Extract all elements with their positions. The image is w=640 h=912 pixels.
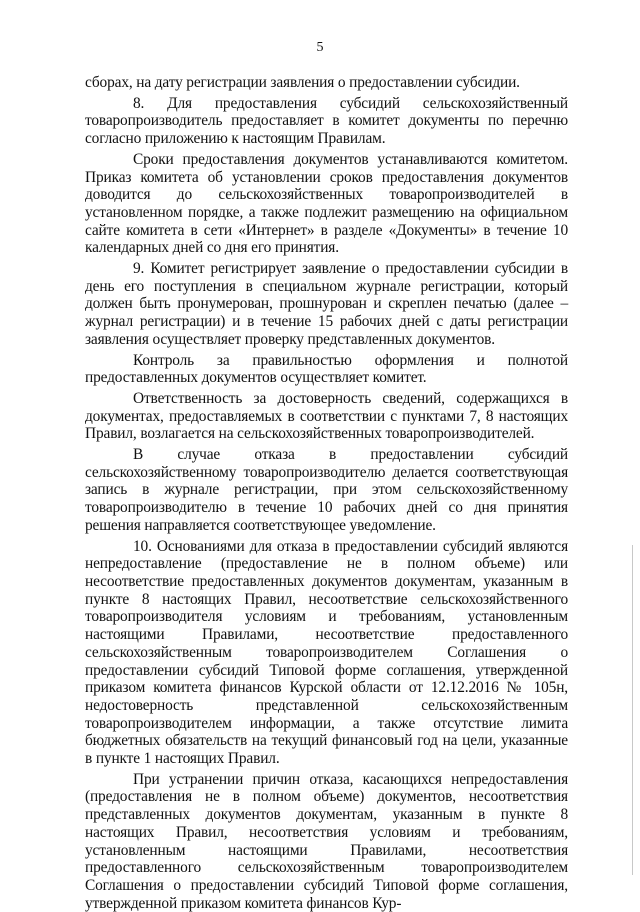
paragraph-remedy: При устранении причин отказа, касающихся непредоставления (предоставления не в полном объеме) документов, несоответствия представленных документов документам, указанным в пункте 8 настоящих Правил, несоответствия условиям и требованиям, установленным настоящими Правилами, несоответствия предоставленного сельскохозяйственным товаропроизводителем Соглашения о предоставлении субсидий Типовой форме соглашения, утвержденной приказом комитета финансов Кур- [85,770,568,912]
document-body [85,74,568,912]
paragraph-continuation: сборах, на дату регистрации заявления о предоставлении субсидии. [85,74,520,91]
paragraph-item-10: 10. Основаниями для отказа в предоставлении субсидий являются непредоставление (предоставление не в полном объеме) или несоответствие предоставленных документов документам, указанным в пункте 8 настоящих Правил, несоответствие сельскохозяйственного товаропроизводителя условиям и требованиям, установленным настоящими Правилами, несоответствие предоставленного сельскохозяйственным товаропроизводителем Соглашения о предоставлении субсидий Типовой форме соглашения, утвержденной приказом комитета финансов Курской области от 12.12.2016 № 105н, недостоверность представленной сельскохозяйственным товаропроизводителем информации, а также отсутствие лимита бюджетных обязательств на текущий финансовый год на цели, указанные в пункте 1 настоящих Правил. [85,537,568,768]
paragraph-document-deadlines: Сроки предоставления документов устанавливаются комитетом. Приказ комитета об установлении сроков предоставления документов доводится до сельскохозяйственных товаропроизводителей в установленном порядке, а также подлежит размещению на официальном сайте комитета в сети «Интернет» в разделе «Документы» в течение 10 календарных дней со дня его принятия. [85,150,568,257]
binding-edge-mark [632,545,633,875]
paragraph-control: Контроль за правильностью оформления и полнотой предоставленных документов осуществляет комитет. [85,351,568,387]
paragraph-responsibility: Ответственность за достоверность сведений, содержащихся в документах, предоставляемых в соответствии с пунктами 7, 8 настоящих Правил, возлагается на сельскохозяйственных товаропроизводителей. [85,389,568,443]
paragraph-refusal-notice: В случае отказа в предоставлении субсидий сельскохозяйственному товаропроизводителю делается соответствующая запись в журнале регистрации, при этом сельскохозяйственному товаропроизводителю в течение 10 рабочих дней со дня принятия решения направляется соответствующее уведомление. [85,446,568,534]
page-number: 5 [316,40,324,55]
paragraph-item-8: 8. Для предоставления субсидий сельскохозяйственный товаропроизводитель предоставляет в комитет документы по перечню согласно приложению к настоящим Правилам. [85,94,568,148]
paragraph-item-9: 9. Комитет регистрирует заявление о предоставлении субсидии в день его поступления в специальном журнале регистрации, который должен быть пронумерован, прошнурован и скреплен печатью (далее – журнал регистрации) и в течение 15 рабочих дней с даты регистрации заявления осуществляет проверку представленных документов. [85,260,568,348]
